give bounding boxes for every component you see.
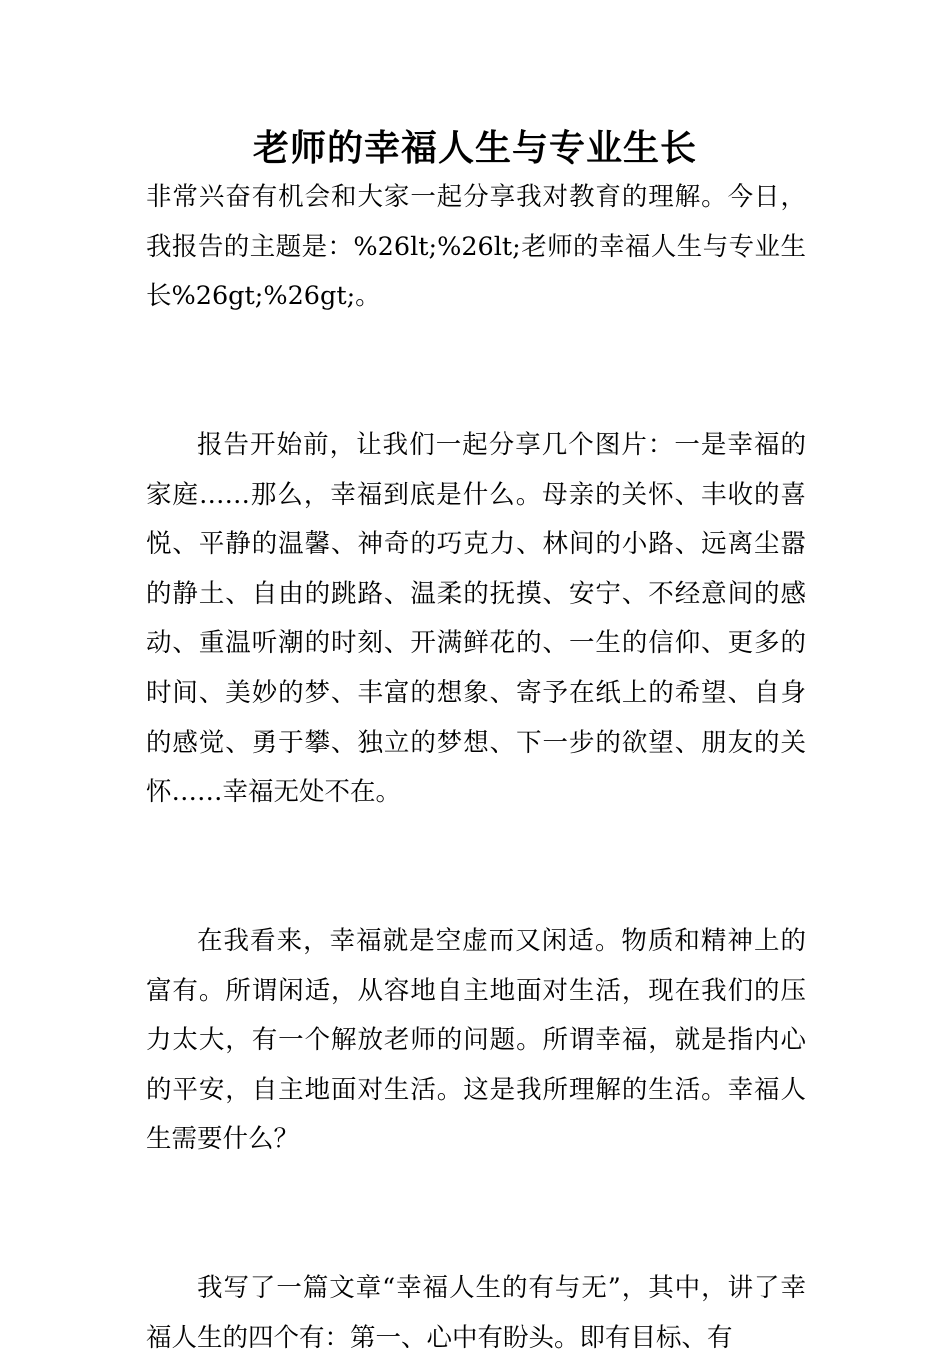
paragraph-happiness-images: 报告开始前，让我们一起分享几个图片：一是幸福的家庭……那么，幸福到底是什么。母亲的关怀、丰收的喜悦、平静的温馨、神奇的巧克力、林间的小路、远离尘嚣的静土、自由的跳路、温柔的抚摸、安宁、不经意间的感动、重温听潮的时刻、开满鲜花的、一生的信仰、更多的时间、美妙的梦、丰富的想象、寄予在纸上的希望、自身的感觉、勇于攀、独立的梦想、下一步的欲望、朋友的关怀……幸福无处不在。 — [146, 429, 806, 808]
document-title: 老师的幸福人生与专业生长 — [252, 128, 697, 169]
paragraph-intro: 非常兴奋有机会和大家一起分享我对教育的理解。今日，我报告的主题是：%26lt;%26lt;老师的幸福人生与专业生长%26gt;%26gt;。 — [146, 182, 806, 312]
paragraph-spacer — [146, 1165, 806, 1264]
paragraph-article: 我写了一篇文章“幸福人生的有与无”，其中，讲了幸福人生的四个有：第一、心中有盼头。即有目标、有 — [146, 1273, 806, 1353]
paragraph-spacer — [146, 322, 806, 421]
paragraph-spacer — [146, 818, 806, 917]
document-body — [146, 173, 806, 1363]
paragraph-happiness-definition: 在我看来，幸福就是空虚而又闲适。物质和精神上的富有。所谓闲适，从容地自主地面对生活，现在我们的压力太大，有一个解放老师的问题。所谓幸福，就是指内心的平安，自主地面对生活。这是我所理解的生活。幸福人生需要什么？ — [146, 925, 806, 1155]
